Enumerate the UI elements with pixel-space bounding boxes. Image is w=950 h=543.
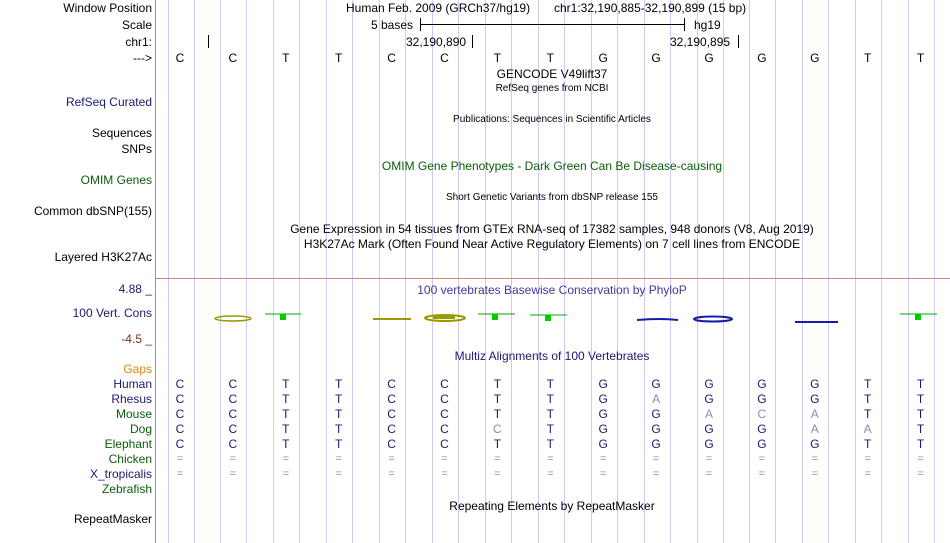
reference-base: C [175,51,185,65]
assembly-title: Human Feb. 2009 (GRCh37/hg19) [346,1,531,15]
track-gtex: Gene Expression in 54 tissues from GTEx RNA-seq of 17382 samples, 948 donors (V8, Aug 2019) [290,222,814,236]
db-name: hg19 [694,18,721,32]
cons-mark-2 [215,316,251,321]
label-sequences[interactable]: Sequences [91,126,152,140]
aligned-base: T [864,407,872,421]
aligned-base: C [228,422,238,436]
label-strand[interactable]: ---> [133,51,152,65]
aligned-base: = [335,468,342,480]
aligned-base: = [811,453,819,465]
cons-mark-3 [265,314,301,320]
aligned-base: C [175,407,185,421]
conservation-wiggle [155,300,950,340]
track-repeatmasker-desc: Repeating Elements by RepeatMasker [449,499,655,513]
reference-bases [0,51,950,65]
position-range: chr1:32,190,885-32,190,899 (15 bp) [554,1,747,15]
species-label[interactable]: Zebrafish [101,482,152,496]
aligned-base: G [598,422,608,436]
aligned-base: = [864,468,871,480]
aligned-base: = [282,468,290,480]
aligned-base: G [598,377,608,391]
aligned-base: = [441,453,448,465]
aligned-base: = [599,468,607,480]
label-refseq[interactable]: RefSeq Curated [65,95,152,109]
aligned-base: C [387,437,396,451]
aligned-base: = [282,453,290,465]
reference-base: G [598,51,608,65]
aligned-base: = [441,468,448,480]
aligned-base: C [228,437,238,451]
cons-mark-15 [900,314,937,320]
aligned-base: T [282,437,290,451]
aligned-base: = [917,453,924,465]
ruler-tick-start [208,35,209,48]
aligned-base: G [757,392,767,406]
aligned-base: G [757,377,767,391]
aligned-base: T [864,392,872,406]
aligned-base: G [810,392,820,406]
aligned-base: C [440,422,449,436]
aligned-base: T [916,422,925,436]
aligned-base: T [282,422,290,436]
aligned-base: T [335,422,343,436]
aligned-base: T [493,392,502,406]
aligned-base: C [493,422,502,436]
species-label[interactable]: Elephant [104,437,152,451]
reference-base: T [546,51,554,65]
aligned-base: G [810,437,820,451]
aligned-base: C [757,407,767,421]
aligned-base: G [704,377,714,391]
species-label[interactable]: Mouse [115,407,152,421]
label-window-position: Window Position [63,1,152,15]
aligned-base: C [387,407,396,421]
aligned-base: C [175,392,185,406]
species-label[interactable]: Rhesus [111,392,152,406]
aligned-base: T [335,377,343,391]
alignment-row [0,482,950,496]
aligned-base: T [335,407,343,421]
aligned-base: = [176,453,184,465]
ruler-coord-2: 32,190,895 [670,35,731,49]
aligned-base: = [494,453,501,465]
reference-base: T [493,51,502,65]
aligned-base: G [704,422,714,436]
aligned-base: T [335,437,343,451]
alignment-row [0,422,950,436]
aligned-base: = [917,468,924,480]
aligned-base: C [440,377,449,391]
aligned-base: G [598,407,608,421]
aligned-base: = [229,453,237,465]
aligned-base: G [651,407,661,421]
track-h3k27ac-desc: H3K27Ac Mark (Often Found Near Active Regulatory Elements) on 7 cell lines from ENCODE [303,237,801,251]
aligned-base: A [810,422,819,436]
track-omim-desc: OMIM Gene Phenotypes - Dark Green Can Be Disease-causing [381,159,723,173]
aligned-base: = [652,453,660,465]
aligned-base: C [175,422,185,436]
aligned-base: A [704,407,713,421]
alignment-row [0,377,950,391]
aligned-base: T [282,392,290,406]
aligned-base: T [546,422,554,436]
aligned-base: C [440,392,449,406]
alignment-row [0,452,950,466]
aligned-base: = [705,468,713,480]
reference-base: G [651,51,661,65]
cons-mark-10 [637,319,678,320]
aligned-base: = [758,453,766,465]
aligned-base: = [335,453,342,465]
aligned-base: = [388,468,395,480]
aligned-base: T [282,377,290,391]
track-dbsnp-desc: Short Genetic Variants from dbSNP release 155 [446,192,658,203]
aligned-base: T [546,392,554,406]
track-divider [155,278,950,279]
cons-mark-7 [478,314,515,320]
reference-base: T [282,51,290,65]
alignment-row [0,392,950,406]
cons-mark-11 [694,317,732,322]
label-h3k27ac[interactable]: Layered H3K27Ac [54,250,152,264]
alignment-row [0,467,950,481]
reference-base: G [704,51,714,65]
aligned-base: G [757,422,767,436]
aligned-base: A [863,422,872,436]
aligned-base: T [546,377,554,391]
aligned-base: G [651,377,661,391]
aligned-base: T [493,377,502,391]
aligned-base: C [228,377,238,391]
scale-bar [420,18,685,30]
aligned-base: T [916,407,925,421]
aligned-base: T [493,407,502,421]
aligned-base: G [598,437,608,451]
aligned-base: C [440,407,449,421]
track-refseq-desc: RefSeq genes from NCBI [495,83,609,94]
aligned-base: T [864,377,872,391]
aligned-base: C [440,437,449,451]
aligned-base: = [811,468,819,480]
aligned-base: C [228,392,238,406]
aligned-base: T [282,407,290,421]
track-publications: Publications: Sequences in Scientific Articles [453,114,651,125]
cons-axis-max: 4.88 _ [118,282,152,296]
aligned-base: T [546,437,554,451]
label-gaps[interactable]: Gaps [123,362,152,376]
species-label[interactable]: X_tropicalis [89,467,152,481]
aligned-base: G [704,437,714,451]
track-gencode[interactable]: GENCODE V49lift37 [496,67,608,81]
aligned-base: T [916,437,925,451]
aligned-base: T [916,392,925,406]
cons-axis-min: -4.5 _ [121,332,152,346]
aligned-base: = [388,453,395,465]
aligned-base: = [599,453,607,465]
aligned-base: = [758,468,766,480]
aligned-base: C [175,377,185,391]
scale-text: 5 bases [371,18,414,32]
label-repeatmasker[interactable]: RepeatMasker [73,512,152,526]
aligned-base: A [810,407,819,421]
aligned-base: T [493,437,502,451]
label-vert-cons[interactable]: 100 Vert. Cons [72,306,152,320]
aligned-base: = [547,453,554,465]
reference-base: T [864,51,872,65]
alignment-row [0,437,950,451]
aligned-base: = [494,468,501,480]
aligned-base: G [757,437,767,451]
reference-base: G [757,51,767,65]
alignment-row [0,407,950,421]
aligned-base: = [547,468,554,480]
label-snps[interactable]: SNPs [121,142,152,156]
aligned-base: G [598,392,608,406]
aligned-base: G [651,437,661,451]
aligned-base: C [175,437,185,451]
cons-mark-6 [425,315,465,321]
aligned-base: A [652,392,661,406]
ruler-tick-2 [738,35,739,48]
species-label[interactable]: Dog [129,422,152,436]
cons-mark-8 [530,315,567,321]
aligned-base: = [652,468,660,480]
ruler-coord-1: 32,190,890 [406,35,467,49]
aligned-base: = [864,453,871,465]
reference-base: G [810,51,820,65]
label-scale: Scale [121,18,152,32]
reference-base: C [228,51,238,65]
track-phylop: 100 vertebrates Basewise Conservation by PhyloP [417,283,687,297]
track-multiz: Multiz Alignments of 100 Vertebrates [454,349,650,363]
reference-base: C [387,51,396,65]
aligned-base: C [387,377,396,391]
reference-base: T [916,51,925,65]
aligned-base: G [651,422,661,436]
aligned-base: C [387,392,396,406]
aligned-base: G [704,392,714,406]
aligned-base: = [705,453,713,465]
label-dbsnp[interactable]: Common dbSNP(155) [33,204,152,218]
reference-base: C [440,51,449,65]
species-label[interactable]: Human [113,377,152,391]
aligned-base: G [810,377,820,391]
label-chrom: chr1: [125,35,152,49]
aligned-base: T [864,437,872,451]
label-omim[interactable]: OMIM Genes [80,173,152,187]
aligned-base: C [228,407,238,421]
aligned-base: T [335,392,343,406]
aligned-base: T [546,407,554,421]
aligned-base: C [387,422,396,436]
species-label[interactable]: Chicken [108,452,152,466]
aligned-base: T [916,377,925,391]
reference-base: T [335,51,343,65]
ruler-tick-1 [472,35,473,48]
aligned-base: = [229,468,237,480]
aligned-base: = [176,468,184,480]
